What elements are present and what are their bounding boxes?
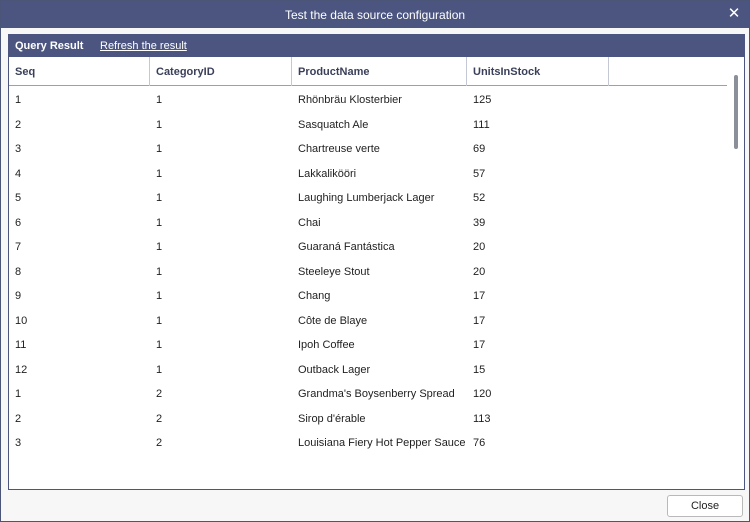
cell-seq: 7 <box>15 241 22 253</box>
query-result-panel <box>8 34 745 490</box>
cell-categoryid: 1 <box>156 94 163 106</box>
cell-seq: 2 <box>15 412 22 425</box>
table-row[interactable] <box>9 161 727 186</box>
cell-unitsinstock: 69 <box>473 143 486 155</box>
table-row[interactable] <box>9 136 727 161</box>
table-row[interactable] <box>9 210 727 235</box>
cell-categoryid: 1 <box>156 314 163 327</box>
close-icon[interactable]: ✕ <box>727 5 741 22</box>
panel-header <box>9 35 744 57</box>
panel-title: Query Result <box>15 40 84 52</box>
cell-seq: 1 <box>15 388 22 400</box>
table-row[interactable] <box>9 332 727 357</box>
cell-unitsinstock: 76 <box>473 437 486 449</box>
cell-categoryid: 1 <box>156 118 163 131</box>
cell-seq: 1 <box>15 94 22 106</box>
table-row[interactable] <box>9 112 727 137</box>
dialog-title: Test the data source configuration <box>284 8 466 22</box>
column-header-seq[interactable]: Seq <box>9 57 150 86</box>
cell-categoryid: 2 <box>156 437 163 449</box>
table-row[interactable] <box>9 381 727 406</box>
cell-seq: 11 <box>15 339 27 351</box>
cell-unitsinstock: 120 <box>473 388 492 400</box>
cell-productname: Steeleye Stout <box>298 265 370 278</box>
cell-productname: Guaraná Fantástica <box>298 241 395 253</box>
cell-productname: Grandma's Boysenberry Spread <box>298 388 455 400</box>
cell-productname: Chartreuse verte <box>298 143 380 155</box>
cell-seq: 5 <box>15 192 22 204</box>
cell-productname: Chang <box>298 290 331 302</box>
cell-seq: 8 <box>15 265 22 278</box>
column-header-unitsinstock[interactable]: UnitsInStock <box>467 57 609 86</box>
cell-productname: Côte de Blaye <box>298 314 368 327</box>
cell-unitsinstock: 113 <box>473 412 491 425</box>
cell-unitsinstock: 15 <box>473 363 486 376</box>
cell-categoryid: 1 <box>156 363 163 376</box>
table-row[interactable] <box>9 234 727 259</box>
cell-productname: Laughing Lumberjack Lager <box>298 192 435 204</box>
result-grid <box>9 57 744 465</box>
cell-unitsinstock: 39 <box>473 216 486 229</box>
cell-productname: Outback Lager <box>298 363 371 376</box>
cell-seq: 12 <box>15 363 28 376</box>
cell-unitsinstock: 17 <box>473 314 486 327</box>
refresh-result-link[interactable]: Refresh the result <box>100 40 187 52</box>
cell-seq: 3 <box>15 437 22 449</box>
cell-unitsinstock: 111 <box>473 118 490 131</box>
cell-unitsinstock: 17 <box>473 290 486 302</box>
cell-categoryid: 2 <box>156 412 163 425</box>
cell-unitsinstock: 20 <box>473 241 486 253</box>
cell-categoryid: 1 <box>156 216 163 229</box>
cell-categoryid: 1 <box>156 167 163 180</box>
cell-productname: Lakkalikööri <box>298 167 357 180</box>
title-bar <box>1 1 749 28</box>
cell-productname: Sasquatch Ale <box>298 118 369 131</box>
cell-categoryid: 1 <box>156 143 163 155</box>
grid-header <box>9 57 727 86</box>
cell-categoryid: 2 <box>156 388 163 400</box>
table-row[interactable] <box>9 259 727 284</box>
vertical-scrollbar[interactable] <box>734 75 738 149</box>
close-button[interactable]: Close <box>667 495 743 517</box>
cell-unitsinstock: 125 <box>473 94 492 106</box>
table-row[interactable] <box>9 283 727 308</box>
cell-categoryid: 1 <box>156 290 163 302</box>
cell-productname: Rhönbräu Klosterbier <box>298 94 402 106</box>
table-row[interactable] <box>9 357 727 382</box>
cell-productname: Ipoh Coffee <box>298 339 355 351</box>
table-row[interactable] <box>9 308 727 333</box>
cell-categoryid: 1 <box>156 192 163 204</box>
table-row[interactable] <box>9 430 727 455</box>
table-row[interactable] <box>9 406 727 431</box>
cell-seq: 3 <box>15 143 22 155</box>
cell-seq: 2 <box>15 118 22 131</box>
cell-unitsinstock: 17 <box>473 339 486 351</box>
column-header-categoryid[interactable]: CategoryID <box>150 57 292 86</box>
cell-productname: Sirop d'érable <box>298 412 366 425</box>
cell-categoryid: 1 <box>156 241 163 253</box>
cell-unitsinstock: 52 <box>473 192 486 204</box>
cell-productname: Chai <box>298 216 321 229</box>
cell-productname: Louisiana Fiery Hot Pepper Sauce <box>298 437 466 449</box>
cell-seq: 9 <box>15 290 22 302</box>
table-row[interactable] <box>9 87 727 112</box>
cell-seq: 6 <box>15 216 22 229</box>
cell-unitsinstock: 57 <box>473 167 486 180</box>
cell-unitsinstock: 20 <box>473 265 486 278</box>
cell-seq: 4 <box>15 167 22 180</box>
cell-seq: 10 <box>15 314 28 327</box>
cell-categoryid: 1 <box>156 339 163 351</box>
cell-categoryid: 1 <box>156 265 163 278</box>
column-header-productname[interactable]: ProductName <box>292 57 467 86</box>
table-row[interactable] <box>9 185 727 210</box>
